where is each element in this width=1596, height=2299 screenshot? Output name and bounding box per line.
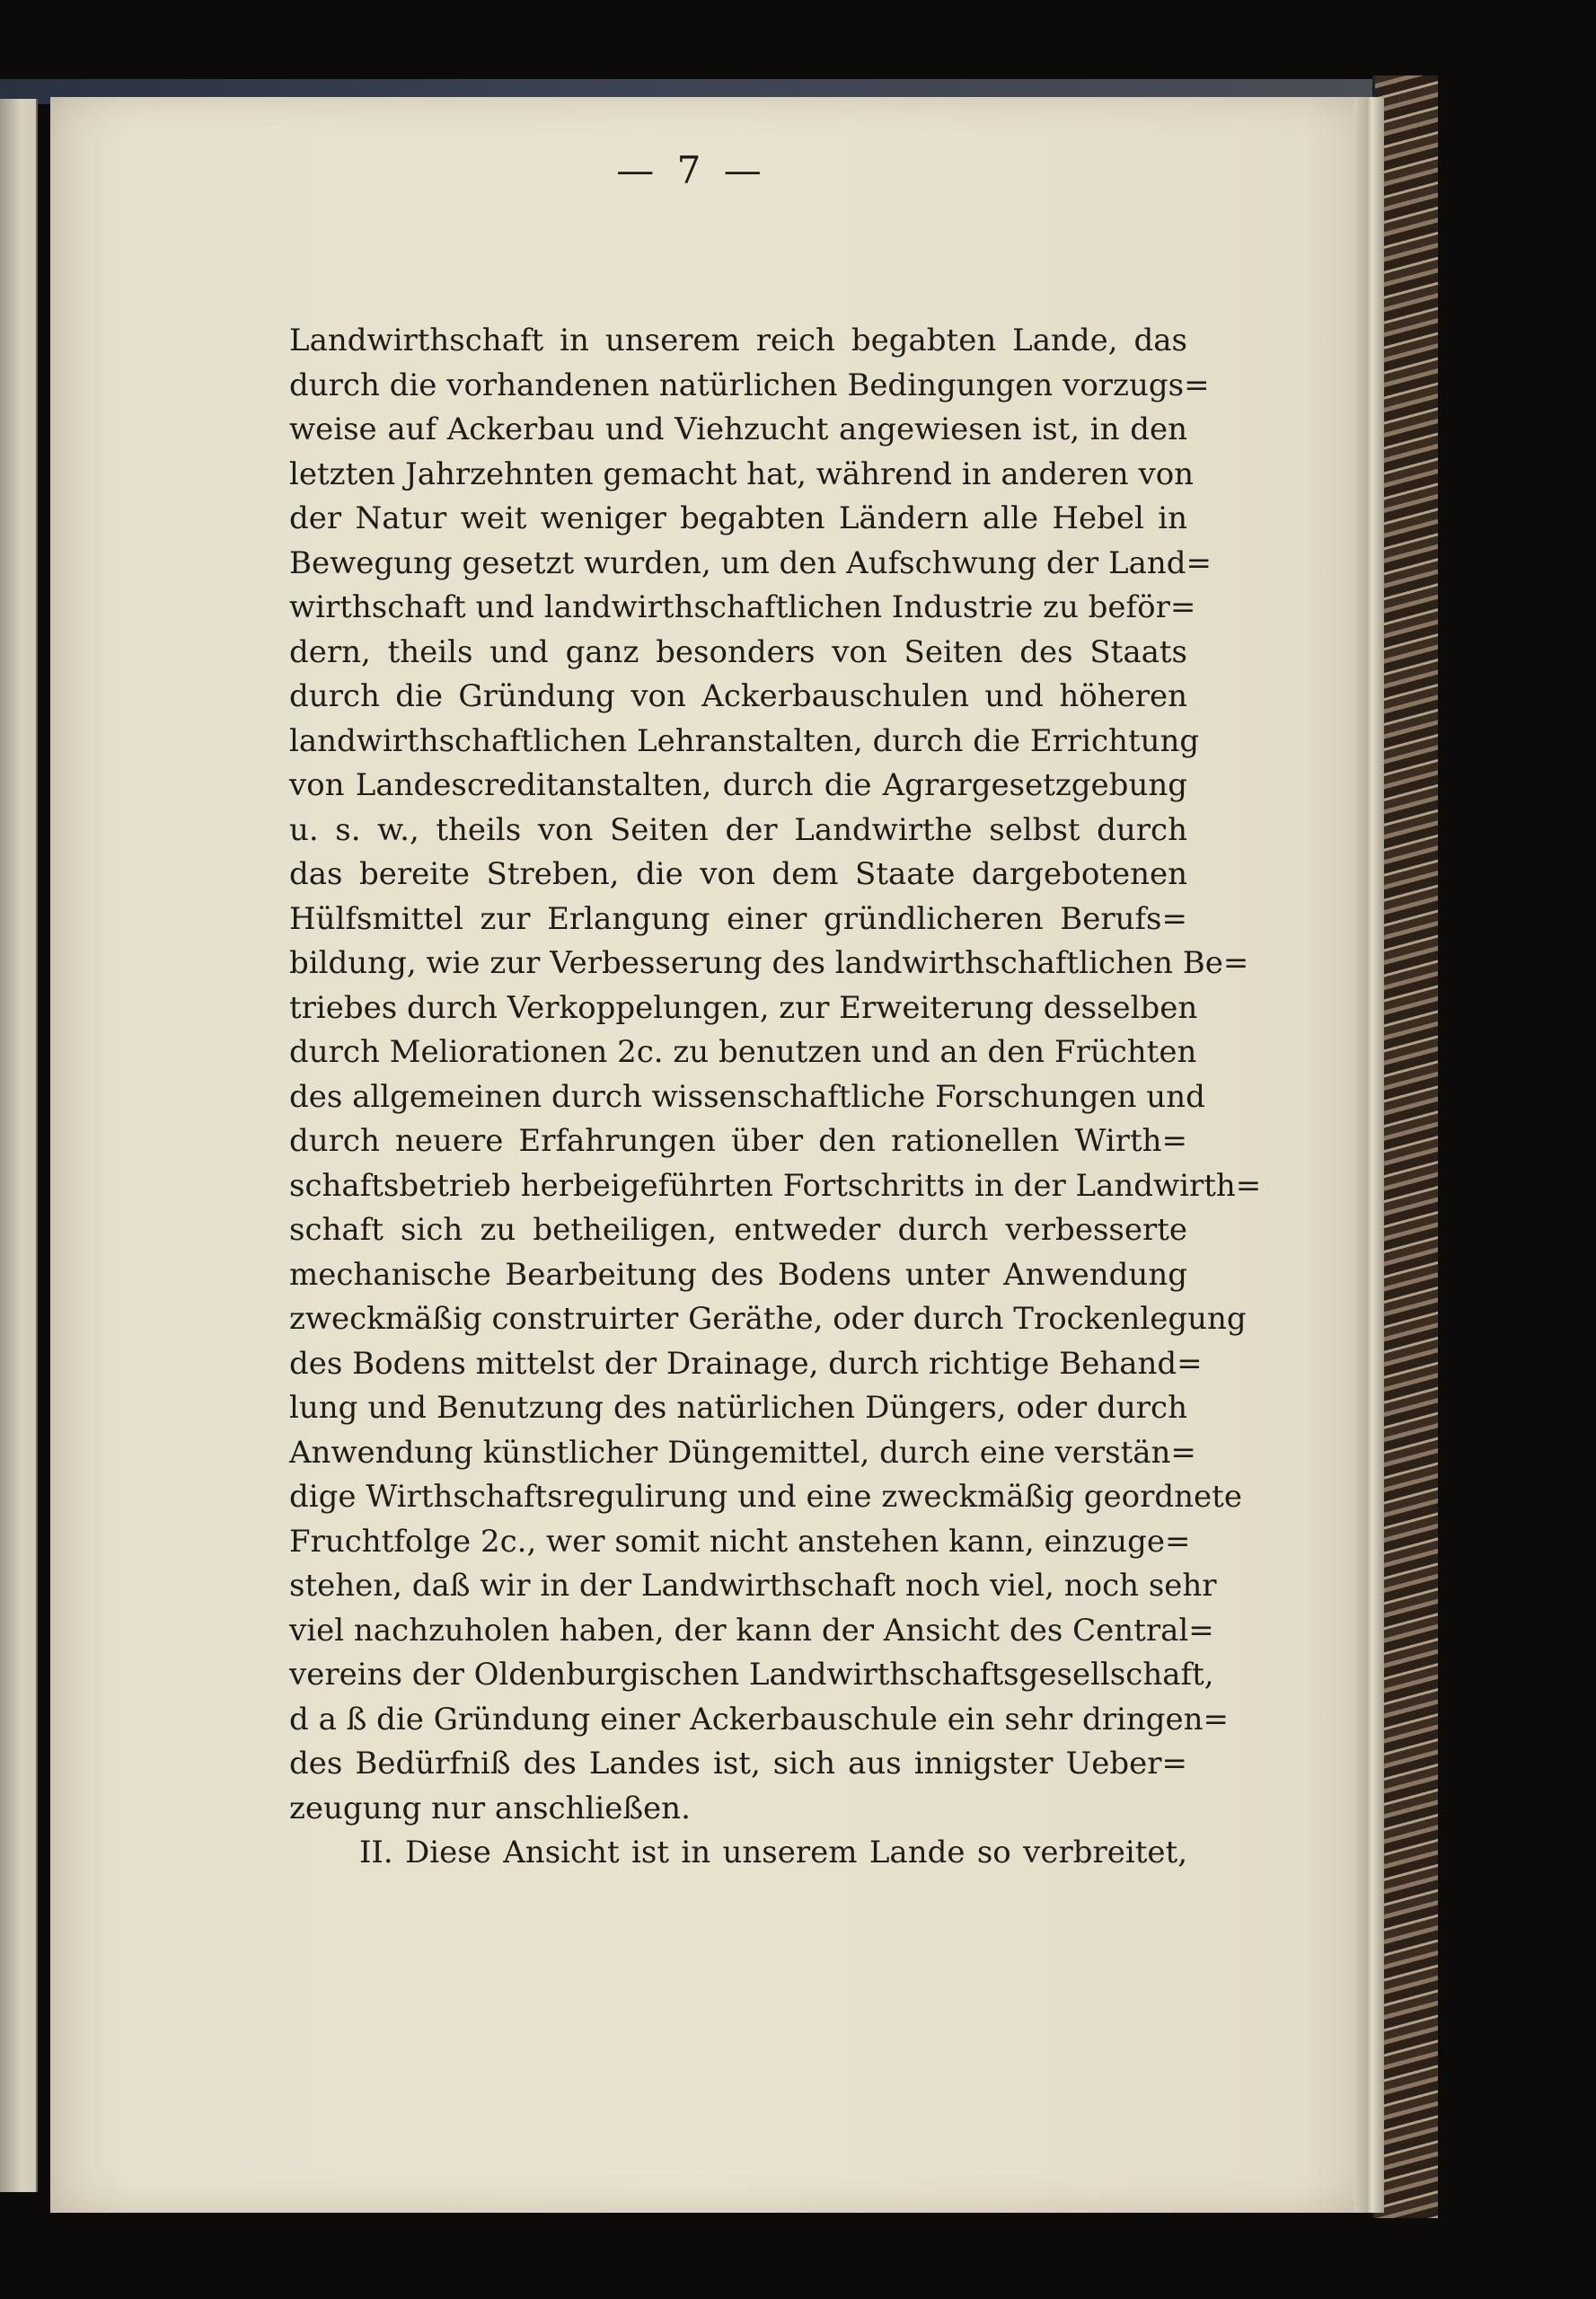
text-line: vereins der Oldenburgischen Landwirthschaftsgesellschaft, [289, 1657, 1214, 1693]
text-line: viel nachzuholen haben, der kann der Ansicht des Central= [289, 1612, 1214, 1649]
text-line: durch die vorhandenen natürlichen Bedingungen vorzugs= [289, 367, 1210, 403]
text-line: des Bodens mittelst der Drainage, durch richtige Behand= [289, 1345, 1203, 1382]
text-line: stehen, daß wir in der Landwirthschaft noch viel, noch sehr [289, 1568, 1217, 1604]
text-line: weise auf Ackerbau und Viehzucht angewiesen ist, in den [289, 411, 1187, 447]
page-number: — 7 — [616, 148, 767, 192]
text-line: des Bedürfniß des Landes ist, sich aus innigster Ueber= [289, 1746, 1187, 1782]
text-line: schaft sich zu betheiligen, entweder durch verbesserte [289, 1212, 1187, 1248]
text-line: Anwendung künstlicher Düngemittel, durch eine verstän= [289, 1434, 1196, 1471]
text-line: durch die Gründung von Ackerbauschulen und höheren [289, 678, 1187, 714]
text-line: dern, theils und ganz besonders von Seiten des Staats [289, 633, 1187, 670]
text-line: der Natur weit weniger begabten Ländern alle Hebel in [289, 500, 1187, 536]
text-line: Fruchtfolge 2c., wer somit nicht anstehen kann, einzuge= [289, 1523, 1191, 1560]
text-line: durch Meliorationen 2c. zu benutzen und an den Früchten [289, 1034, 1197, 1070]
text-line: von Landescreditanstalten, durch die Agrargesetzgebung [289, 767, 1187, 803]
text-line: d a ß die Gründung einer Ackerbauschule ein sehr dringen= [289, 1701, 1230, 1738]
text-line: Bewegung gesetzt wurden, um den Aufschwung der Land= [289, 544, 1212, 581]
text-line: zeugung nur anschließen. [289, 1790, 691, 1826]
text-line: schaftsbetrieb herbeigeführten Fortschritts in der Landwirth= [289, 1167, 1262, 1204]
body-text [289, 319, 1262, 1876]
text-line: zweckmäßig construirter Geräthe, oder durch Trockenlegung [289, 1301, 1247, 1337]
text-line: triebes durch Verkoppelungen, zur Erweiterung desselben [289, 989, 1198, 1026]
text-line: landwirthschaftlichen Lehranstalten, durch die Errichtung [289, 722, 1200, 759]
text-line: durch neuere Erfahrungen über den rationellen Wirth= [289, 1123, 1187, 1159]
text-line: mechanische Bearbeitung des Bodens unter Anwendung [289, 1256, 1187, 1293]
text-line: des allgemeinen durch wissenschaftliche Forschungen und [289, 1078, 1205, 1115]
text-line: Landwirthschaft in unserem reich begabten Lande, das [289, 323, 1187, 358]
text-line: dige Wirthschaftsregulirung und eine zweckmäßig geordnete [289, 1479, 1242, 1515]
page-fore-edge [1354, 97, 1384, 2213]
text-line: letzten Jahrzehnten gemacht hat, während in anderen von [289, 455, 1195, 492]
text-line: wirthschaft und landwirthschaftlichen Industrie zu beför= [289, 589, 1196, 625]
text-line: Hülfsmittel zur Erlangung einer gründlicheren Berufs= [289, 900, 1187, 937]
text-line: u. s. w., theils von Seiten der Landwirthe selbst durch [289, 811, 1187, 848]
text-line: bildung, wie zur Verbesserung des landwirthschaftlichen Be= [289, 945, 1249, 981]
text-line: lung und Benutzung des natürlichen Düngers, oder durch [289, 1390, 1187, 1426]
text-line: II. Diese Ansicht ist in unserem Lande so verbreitet, [359, 1835, 1187, 1870]
left-page-edge [0, 99, 38, 2192]
text-line: das bereite Streben, die von dem Staate dargebotenen [289, 856, 1187, 892]
